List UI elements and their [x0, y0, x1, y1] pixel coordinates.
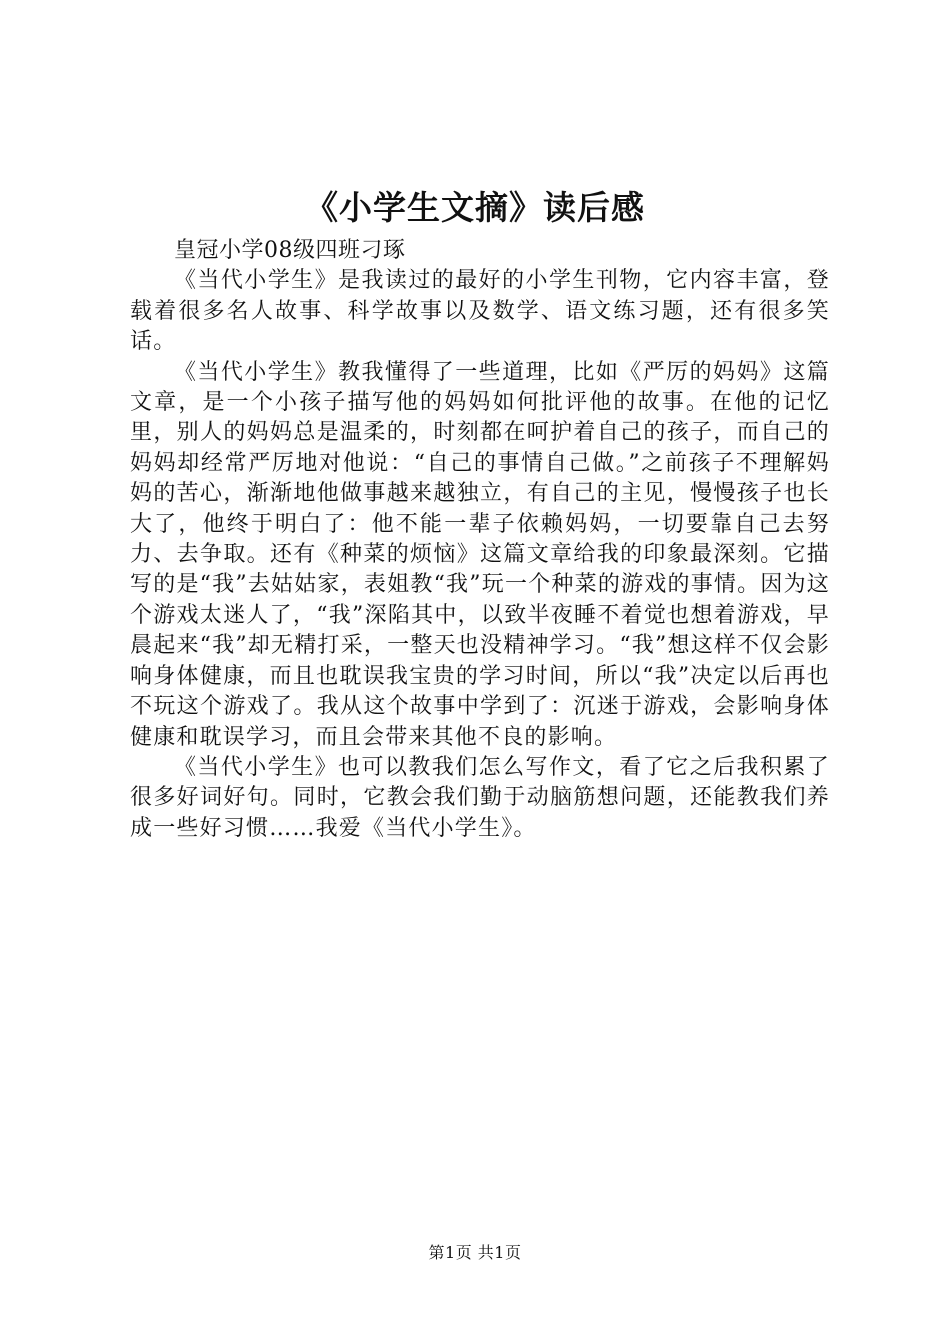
paragraph-2: 《当代小学生》教我懂得了一些道理，比如《严厉的妈妈》这篇文章，是一个小孩子描写他的妈妈如何批评他的故事。在他的记忆里，别人的妈妈总是温柔的，时刻都在呵护着自己的孩子，而自己的妈妈却经常严厉地对他说：“自己的事情自己做。”之前孩子不理解妈妈的苦心，渐渐地他做事越来越独立，有自己的主见，慢慢孩子也长大了，他终于明白了：他不能一辈子依赖妈妈，一切要靠自己去努力、去争取。还有《种菜的烦恼》这篇文章给我的印象最深刻。它描写的是“我”去姑姑家，表姐教“我”玩一个种菜的游戏的事情。因为这个游戏太迷人了，“我”深陷其中，以致半夜睡不着觉也想着游戏，早晨起来“我”却无精打采，一整天也没精神学习。“我”想这样不仅会影响身体健康，而且也耽误我宝贵的学习时间，所以“我”决定以后再也不玩这个游戏了。我从这个故事中学到了：沉迷于游戏，会影响身体健康和耽误学习，而且会带来其他不良的影响。: [130, 359, 830, 750]
document-title: 《小学生文摘》读后感: [305, 188, 645, 227]
page-footer: 第1页 共1页: [428, 1243, 522, 1262]
paragraph-3: 《当代小学生》也可以教我们怎么写作文，看了它之后我积累了很多好词好句。同时，它教会我们勤于动脑筋想问题，还能教我们养成一些好习惯……我爱《当代小学生》。: [130, 754, 830, 841]
paragraph-1: 《当代小学生》是我读过的最好的小学生刊物，它内容丰富，登载着很多名人故事、科学故事以及数学、语文练习题，还有很多笑话。: [130, 268, 830, 355]
author-line: 皇冠小学08级四班刁琢: [174, 238, 406, 263]
document-body: [130, 236, 830, 844]
